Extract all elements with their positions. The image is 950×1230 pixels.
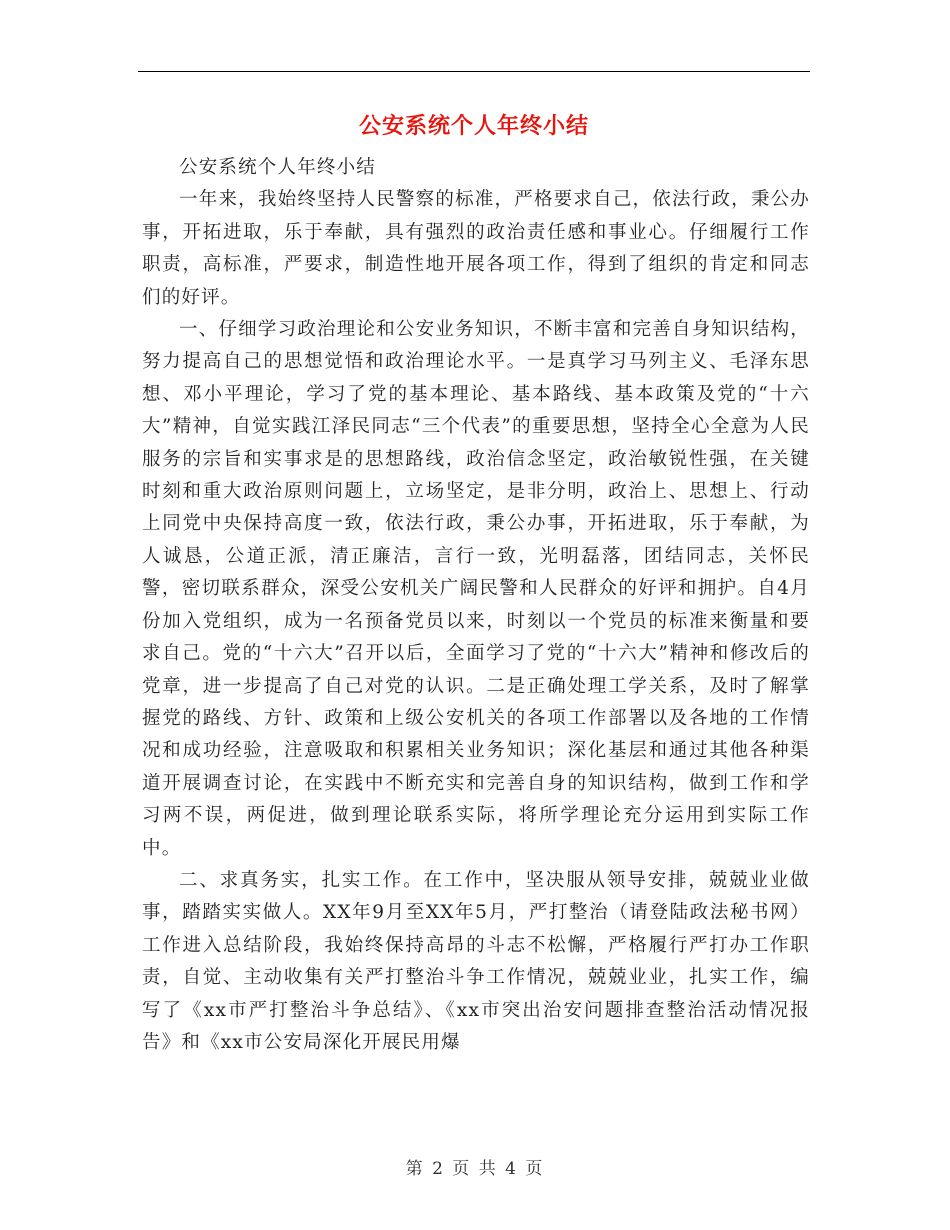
paragraph-intro: 一年来，我始终坚持人民警察的标准，严格要求自己，依法行政，秉公办事，开拓进取，乐于奉献，具有强烈的政治责任感和事业心。仔细履行工作职责，高标准，严要求，制造性地开展各项工作，得到了组织的肯定和同志们的好评。 <box>142 189 810 308</box>
paragraph-heading: 公安系统个人年终小结 <box>179 157 377 178</box>
paragraph-section-1: 一、仔细学习政治理论和公安业务知识，不断丰富和完善自身知识结构，努力提高自己的思想觉悟和政治理论水平。一是真学习马列主义、毛泽东思想、邓小平理论，学习了党的基本理论、基本路线、基本政策及党的“十六大”精神，自觉实践江泽民同志“三个代表”的重要思想，坚持全心全意为人民服务的宗旨和实事求是的思想路线，政治信念坚定，政治敏锐性强，在关键时刻和重大政治原则问题上，立场坚定，是非分明，政治上、思想上、行动上同党中央保持高度一致，依法行政，秉公办事，开拓进取，乐于奉献，为人诚恳，公道正派，清正廉洁，言行一致，光明磊落，团结同志，关怀民警，密切联系群众，深受公安机关广阔民警和人民群众的好评和拥护。自4月份加入党组织，成为一名预备党员以来，时刻以一个党员的标准来衡量和要求自己。党的“十六大”召开以后，全面学习了党的“十六大”精神和修改后的党章，进一步提高了自己对党的认识。二是正确处理工学关系，及时了解掌握党的路线、方针、政策和上级公安机关的各项工作部署以及各地的工作情况和成功经验，注意吸取和积累相关业务知识；深化基层和通过其他各种渠道开展调查讨论，在实践中不断充实和完善自身的知识结构，做到工作和学习两不误，两促进，做到理论联系实际，将所学理论充分运用到实际工作中。 <box>142 319 810 859</box>
page-number-footer: 第 2 页 共 4 页 <box>405 1159 545 1179</box>
document-title: 公安系统个人年终小结 <box>358 113 589 139</box>
paragraph-section-2: 二、求真务实，扎实工作。在工作中，坚决服从领导安排，兢兢业业做事，踏踏实实做人。XX年9月至XX年5月，严打整治（请登陆政法秘书网）工作进入总结阶段，我始终保持高昂的斗志不松懈，严格履行严打办工作职责，自觉、主动收集有关严打整治斗争工作情况，兢兢业业，扎实工作，编写了《xx市严打整治斗争总结》、《xx市突出治安问题排查整治活动情况报告》和《xx市公安局深化开展民用爆 <box>142 869 810 1053</box>
document-body <box>142 152 810 1059</box>
header-rule <box>138 71 810 72</box>
